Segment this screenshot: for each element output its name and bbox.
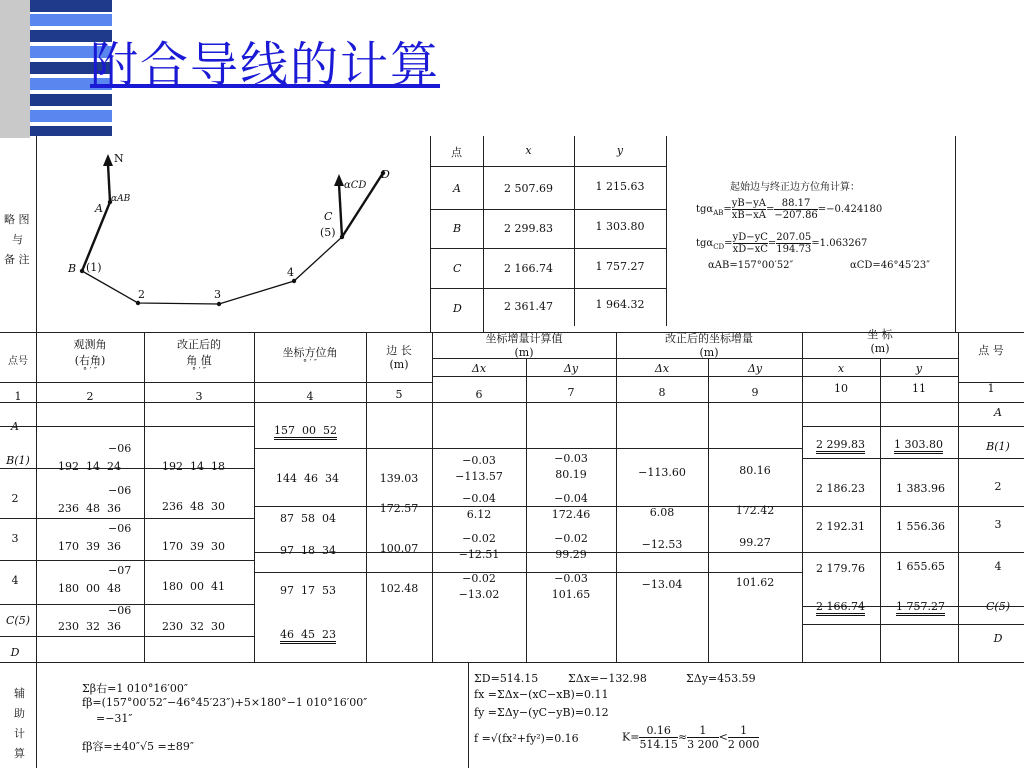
k-num: 1	[687, 724, 719, 738]
azimuth-heading: 起始边与终正边方位角计算：	[730, 182, 860, 193]
header-coordinates-unit: (m)	[870, 342, 890, 355]
known-header-y: y	[616, 144, 624, 157]
azimuth-value: 97 18 34	[280, 544, 336, 557]
dy-value: 99.29	[555, 548, 587, 561]
known-row-pt: C	[453, 262, 462, 275]
corrected-dx: 6.08	[649, 506, 675, 519]
point-label: 3	[11, 532, 19, 545]
dy-correction: −0.04	[554, 492, 588, 505]
known-row-pt: A	[453, 182, 461, 195]
point-label-right: 2	[994, 480, 1002, 493]
formula-num: yD−yC	[732, 232, 768, 243]
point-b-label: B	[68, 262, 77, 275]
north-line-a	[108, 164, 110, 202]
dx-value: −12.51	[458, 548, 500, 561]
observed-angle: 192 14 24	[58, 460, 121, 473]
header-point-right: 点 号	[978, 344, 1004, 357]
header-corrected-sub: 角 值	[186, 354, 212, 367]
point-c-number: (5)	[320, 226, 336, 239]
coord-x: 2 299.83	[816, 438, 865, 454]
sidebar-block	[30, 110, 112, 122]
aux-sum-d: ΣD=514.15	[474, 672, 539, 685]
header-length: 边 长	[386, 344, 412, 357]
header-corrected: 改正后的	[177, 338, 221, 351]
corrected-dx: −113.60	[638, 466, 686, 479]
header-corr-increment: 改正后的坐标增量	[665, 332, 753, 345]
point-label: D	[10, 646, 20, 659]
header-cdx: Δx	[654, 362, 670, 375]
point-label-right: 3	[994, 518, 1002, 531]
k-fraction-approx	[687, 724, 719, 751]
formula-num: 207.05	[776, 232, 812, 243]
k-den: 3 200	[687, 738, 719, 751]
header-increment: 坐标增量计算值	[485, 332, 563, 345]
aux-sum-dy: ΣΔy=453.59	[686, 672, 756, 685]
aux-label-char: 辅	[14, 687, 25, 700]
point-label: 4	[11, 574, 19, 587]
coord-x: 2 179.76	[816, 562, 865, 575]
known-row-pt: D	[453, 302, 462, 315]
column-number: 1	[987, 382, 995, 395]
header-y: y	[915, 362, 923, 375]
angle-correction: −06	[108, 442, 132, 455]
formula-den: xD−xC	[732, 244, 768, 255]
aux-f-beta-allow: fβ容=±40″√5 =±89″	[82, 740, 195, 753]
dx-correction: −0.03	[462, 454, 496, 467]
point-3-label: 3	[214, 288, 221, 301]
known-row-y: 1 303.80	[595, 220, 645, 233]
observed-angle: 230 32 36	[58, 620, 121, 633]
corrected-angle: 180 00 41	[162, 580, 225, 593]
formula-lhs: tgα	[696, 204, 714, 215]
point-label: B(1)	[6, 454, 30, 467]
aux-fy: fy =ΣΔy−(yC−yB)=0.12	[474, 706, 609, 719]
north-arrow-head	[334, 174, 344, 186]
point-label-right: C(5)	[986, 600, 1010, 613]
point-c-label: C	[324, 210, 333, 223]
k-less: <	[718, 730, 728, 744]
formula-result: =1.063267	[811, 238, 868, 249]
aux-label-char: 计	[14, 727, 25, 740]
dx-value: 6.12	[466, 508, 492, 521]
k-den: 2 000	[727, 738, 760, 751]
formula-den: 194.73	[776, 244, 812, 255]
dx-correction: −0.02	[462, 572, 496, 585]
k-fraction	[639, 724, 678, 751]
header-increment-unit: (m)	[514, 346, 534, 359]
dx-value: −113.57	[455, 470, 503, 483]
alpha-cd-value: αCD=46°45′23″	[850, 260, 930, 271]
formula-fraction	[732, 198, 766, 221]
known-row-y: 1 757.27	[595, 260, 645, 273]
traverse-document	[0, 136, 1024, 768]
column-number: 10	[834, 382, 848, 395]
formula-equals: =	[724, 238, 733, 249]
formula-lhs: tgα	[696, 238, 714, 249]
aux-f-beta: fβ=(157°00′52″−46°45′23″)+5×180°−1 010°16′00″	[82, 696, 368, 709]
corrected-angle: 192 14 18	[162, 460, 225, 473]
corrected-angle: 230 32 30	[162, 620, 225, 633]
formula-equals: =	[767, 238, 777, 249]
dy-correction: −0.03	[554, 452, 588, 465]
header-coordinates: 坐 标	[867, 328, 893, 341]
column-number: 8	[658, 386, 666, 399]
point-label: A	[11, 420, 19, 433]
north-arrow-head	[103, 154, 113, 166]
corrected-dx: −13.04	[641, 578, 683, 591]
point-label-right: 4	[994, 560, 1002, 573]
formula-equals: =	[723, 204, 732, 215]
side-label-line: 略 图	[4, 213, 30, 226]
north-label: N	[114, 152, 124, 165]
point-label-right: D	[993, 632, 1003, 645]
column-number: 11	[912, 382, 926, 395]
dx-correction: −0.02	[462, 532, 496, 545]
point-label-right: A	[994, 406, 1002, 419]
aux-f-beta-result: =−31″	[96, 712, 133, 725]
angle-correction: −07	[108, 564, 132, 577]
alpha-ab-label: αAB	[111, 194, 131, 204]
sidebar-stripe	[0, 0, 30, 138]
coord-x: 2 186.23	[816, 482, 865, 495]
corrected-angle: 236 48 30	[162, 500, 225, 513]
known-row-pt: B	[453, 222, 462, 235]
known-row-x: 2 299.83	[504, 222, 553, 235]
side-label-line: 备 注	[4, 253, 30, 266]
column-number: 3	[195, 390, 203, 403]
header-observed-sub: (右角)	[74, 354, 106, 367]
point-2-label: 2	[138, 288, 145, 301]
azimuth-value: 97 17 53	[280, 584, 336, 597]
k-num: 0.16	[639, 724, 678, 738]
sidebar-block	[30, 14, 112, 26]
column-number: 4	[306, 390, 314, 403]
k-den: 514.15	[639, 738, 678, 751]
aux-f: f =√(fx²+fy²)=0.16	[474, 732, 579, 745]
sidebar-block	[30, 126, 112, 136]
corrected-dx: −12.53	[641, 538, 683, 551]
dy-correction: −0.03	[554, 572, 588, 585]
corrected-dy: 172.42	[735, 504, 775, 517]
formula-lhs-sub: AB	[713, 209, 724, 217]
column-number: 7	[567, 386, 575, 399]
point-d-label: D	[381, 168, 390, 181]
north-line-c	[339, 184, 342, 237]
observed-angle: 170 39 36	[58, 540, 121, 553]
column-number: 1	[14, 390, 22, 403]
k-fraction-limit	[728, 724, 760, 751]
side-length: 139.03	[379, 472, 419, 485]
side-length: 102.48	[379, 582, 419, 595]
header-observed: 观测角	[73, 338, 107, 351]
coord-y: 1 383.96	[896, 482, 945, 495]
point-label: 2	[11, 492, 19, 505]
aux-label-char: 算	[14, 747, 25, 760]
side-length: 172.57	[379, 502, 419, 515]
column-number: 6	[475, 388, 483, 401]
side-length: 100.07	[379, 542, 419, 555]
formula-num: 88.17	[774, 198, 817, 210]
header-observed-unit: ° ′ ″	[83, 366, 97, 375]
header-dx: Δx	[471, 362, 487, 375]
column-number: 9	[751, 386, 759, 399]
aux-label-char: 助	[14, 707, 25, 720]
formula-num: yB−yA	[731, 198, 767, 209]
formula-fraction	[774, 198, 817, 221]
column-number: 2	[86, 390, 94, 403]
header-point: 点号	[8, 356, 28, 367]
dy-correction: −0.02	[554, 532, 588, 545]
k-approx: ≈	[677, 730, 688, 744]
aux-sum-beta: Σβ右=1 010°16′00″	[82, 682, 188, 695]
aux-side-label	[14, 684, 25, 764]
point-label-right: B(1)	[986, 440, 1010, 453]
coord-y: 1 655.65	[896, 560, 945, 573]
formula-lhs-sub: CD	[713, 243, 725, 251]
header-x: x	[837, 362, 845, 375]
point-a-label: A	[95, 202, 103, 215]
formula-den: xB−xA	[731, 210, 767, 221]
alpha-cd-label: αCD	[344, 180, 367, 191]
header-dy: Δy	[563, 362, 579, 375]
header-azimuth: 坐标方位角	[282, 346, 338, 359]
header-corrected-unit: ° ′ ″	[192, 366, 206, 375]
column-number: 5	[395, 388, 403, 401]
azimuth-value: 87 58 04	[280, 512, 336, 525]
known-row-x: 2 361.47	[504, 300, 553, 313]
k-label: K=	[622, 730, 640, 744]
azimuth-value: 157 00 52	[274, 424, 337, 440]
coord-y: 1 303.80	[894, 438, 943, 454]
side-label-line: 与	[12, 233, 23, 246]
known-row-y: 1 964.32	[595, 298, 645, 311]
coord-y: 1 757.27	[896, 600, 945, 616]
slide-title: 附合导线的计算	[90, 37, 441, 93]
dx-correction: −0.04	[462, 492, 496, 505]
formula-result: =−0.424180	[817, 204, 883, 215]
sidebar-block	[30, 94, 112, 106]
header-azimuth-unit: ° ′ ″	[303, 358, 317, 367]
point-4-label: 4	[287, 266, 294, 279]
alpha-ab-value: αAB=157°00′52″	[708, 260, 794, 271]
azimuth-value: 46 45 23	[280, 628, 336, 644]
formula-equals: =	[766, 204, 775, 215]
known-header-x: x	[525, 144, 532, 157]
sidebar-block	[30, 0, 112, 12]
coord-y: 1 556.36	[896, 520, 945, 533]
known-row-y: 1 215.63	[595, 180, 645, 193]
corrected-angle: 170 39 30	[162, 540, 225, 553]
point-b-number: (1)	[86, 261, 102, 274]
aux-k-ratio	[622, 724, 759, 751]
header-cdy: Δy	[747, 362, 763, 375]
known-row-x: 2 507.69	[504, 182, 553, 195]
azimuth-value: 144 46 34	[276, 472, 339, 485]
aux-fx: fx =ΣΔx−(xC−xB)=0.11	[474, 688, 609, 701]
formula-fraction	[733, 232, 768, 255]
dy-value: 101.65	[551, 588, 591, 601]
point-label: C(5)	[6, 614, 30, 627]
traverse-sketch	[0, 136, 430, 332]
azimuth-line-2	[696, 232, 867, 255]
corrected-dy: 80.16	[739, 464, 771, 477]
formula-den: −207.86	[774, 210, 818, 221]
dx-value: −13.02	[458, 588, 500, 601]
formula-fraction	[776, 232, 811, 255]
header-corr-increment-unit: (m)	[699, 346, 719, 359]
corrected-dy: 101.62	[735, 576, 775, 589]
dy-value: 80.19	[555, 468, 587, 481]
corrected-dy: 99.27	[739, 536, 771, 549]
observed-angle: 180 00 48	[58, 582, 121, 595]
known-row-x: 2 166.74	[504, 262, 553, 275]
dy-value: 172.46	[551, 508, 591, 521]
coord-x: 2 192.31	[816, 520, 865, 533]
aux-sum-dx: ΣΔx=−132.98	[568, 672, 647, 685]
observed-angle: 236 48 36	[58, 502, 121, 515]
k-num: 1	[728, 724, 760, 738]
known-header-pt: 点	[451, 146, 462, 159]
header-length-unit: (m)	[389, 358, 409, 371]
coord-x: 2 166.74	[816, 600, 865, 616]
azimuth-line-1	[696, 198, 882, 221]
traverse-path	[82, 173, 383, 304]
angle-correction: −06	[108, 604, 132, 617]
angle-correction: −06	[108, 522, 132, 535]
angle-correction: −06	[108, 484, 132, 497]
